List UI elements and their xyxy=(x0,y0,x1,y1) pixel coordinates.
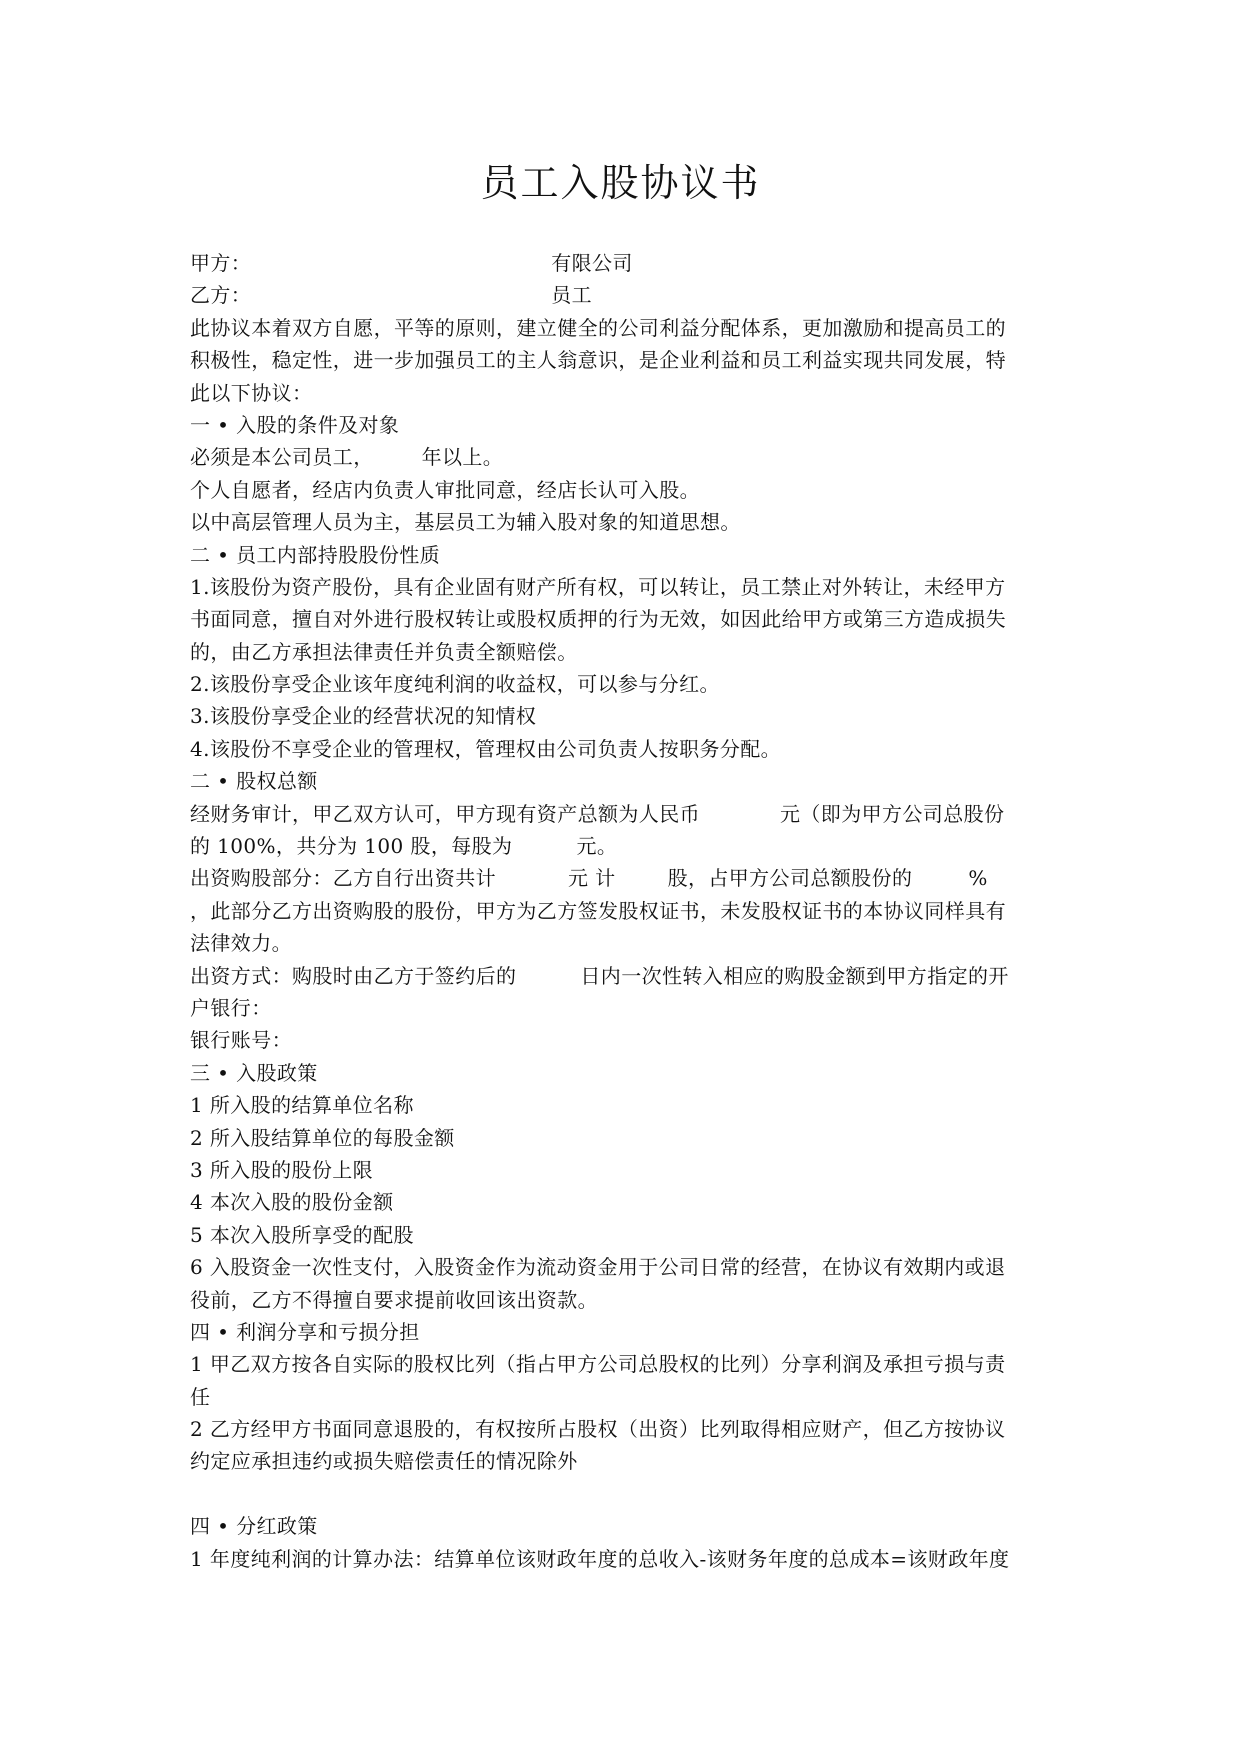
equity-line xyxy=(190,798,1060,830)
party-b-value: 员工 xyxy=(551,283,593,308)
policy-line: 4 本次入股的股份金额 xyxy=(190,1190,394,1215)
condition-line: 以中高层管理人员为主，基层员工为辅入股对象的知道思想。 xyxy=(190,510,741,535)
equity-text: 的 100%，共分为 100 股，每股为 xyxy=(190,834,513,859)
policy-line: 役前，乙方不得擅自要求提前收回该出资款。 xyxy=(190,1287,598,1312)
policy-line: 6 入股资金一次性支付，入股资金作为流动资金用于公司日常的经营，在协议有效期内或退 xyxy=(190,1255,1006,1280)
equity-text: 股，占甲方公司总额股份的 xyxy=(667,866,913,891)
document-title: 员工入股协议书 xyxy=(480,161,761,205)
blank-line xyxy=(190,1478,1060,1510)
party-a-line xyxy=(190,247,1060,279)
section-heading: 一 • 入股的条件及对象 xyxy=(190,412,400,437)
equity-text: 经财务审计，甲乙双方认可，甲方现有资产总额为人民币 xyxy=(190,801,700,826)
intro-line: 此协议本着双方自愿，平等的原则，建立健全的公司利益分配体系，更加激励和提高员工的 xyxy=(190,315,1006,340)
party-b-line xyxy=(190,279,1060,311)
profit-line: 约定应承担违约或损失赔偿责任的情况除外 xyxy=(190,1449,578,1474)
equity-line xyxy=(190,960,1060,992)
dividend-line: 1 年度纯利润的计算办法：结算单位该财政年度的总收入-该财务年度的总成本=该财政年度 xyxy=(190,1546,1010,1571)
section-heading: 三 • 入股政策 xyxy=(190,1060,318,1085)
policy-line: 5 本次入股所享受的配股 xyxy=(190,1222,414,1247)
party-a-value: 有限公司 xyxy=(551,251,633,275)
section-heading: 二 • 股权总额 xyxy=(190,769,318,794)
equity-text: 元（即为甲方公司总股份 xyxy=(780,801,1005,826)
equity-line: 法律效力。 xyxy=(190,931,292,956)
clause-line: 4.该股份不享受企业的管理权，管理权由公司负责人按职务分配。 xyxy=(190,736,782,761)
bank-account-line: 银行账号： xyxy=(190,1028,292,1053)
clause-line: 书面同意，擅自对外进行股权转让或股权质押的行为无效，如因此给甲方或第三方造成损失 xyxy=(190,607,1006,632)
equity-text: 元 计 xyxy=(568,866,616,891)
party-b-label: 乙方： xyxy=(190,283,252,308)
section-heading: 二 • 员工内部持股股份性质 xyxy=(190,542,441,567)
equity-line xyxy=(190,830,1060,862)
policy-line: 1 所入股的结算单位名称 xyxy=(190,1093,414,1118)
policy-line: 3 所入股的股份上限 xyxy=(190,1157,374,1182)
equity-text: % xyxy=(968,866,988,891)
condition-text: 年以上。 xyxy=(421,445,504,470)
equity-line: ，此部分乙方出资购股的股份，甲方为乙方签发股权证书，未发股权证书的本协议同样具有 xyxy=(190,898,1006,923)
equity-line: 户银行： xyxy=(190,995,272,1020)
equity-text: 元。 xyxy=(576,834,618,859)
equity-text: 出资购股部分：乙方自行出资共计 xyxy=(190,866,496,891)
party-a-label: 甲方： xyxy=(190,251,252,275)
condition-line xyxy=(190,441,1060,473)
section-heading: 四 • 利润分享和亏损分担 xyxy=(190,1319,420,1344)
intro-line: 积极性，稳定性，进一步加强员工的主人翁意识，是企业利益和员工利益实现共同发展，特 xyxy=(190,348,1006,373)
equity-text: 日内一次性转入相应的购股金额到甲方指定的开 xyxy=(580,963,1009,988)
clause-line: 3.该股份享受企业的经营状况的知情权 xyxy=(190,704,537,729)
equity-line xyxy=(190,862,1060,894)
clause-line: 2.该股份享受企业该年度纯利润的收益权，可以参与分红。 xyxy=(190,672,720,697)
condition-line: 个人自愿者，经店内负责人审批同意，经店长认可入股。 xyxy=(190,477,700,502)
section-heading: 四 • 分红政策 xyxy=(190,1514,318,1539)
condition-text: 必须是本公司员工， xyxy=(190,445,374,470)
profit-line: 任 xyxy=(190,1384,211,1409)
policy-line: 2 所入股结算单位的每股金额 xyxy=(190,1125,455,1150)
profit-line: 2 乙方经甲方书面同意退股的，有权按所占股权（出资）比列取得相应财产，但乙方按协议 xyxy=(190,1417,1006,1442)
equity-text: 出资方式：购股时由乙方于签约后的 xyxy=(190,963,517,988)
document-body xyxy=(190,247,1060,1575)
profit-line: 1 甲乙双方按各自实际的股权比列（指占甲方公司总股权的比列）分享利润及承担亏损与责 xyxy=(190,1352,1006,1377)
intro-line: 此以下协议： xyxy=(190,380,313,405)
clause-line: 1.该股份为资产股份，具有企业固有财产所有权，可以转让，员工禁止对外转让，未经甲方 xyxy=(190,574,1006,599)
clause-line: 的，由乙方承担法律责任并负责全额赔偿。 xyxy=(190,639,578,664)
